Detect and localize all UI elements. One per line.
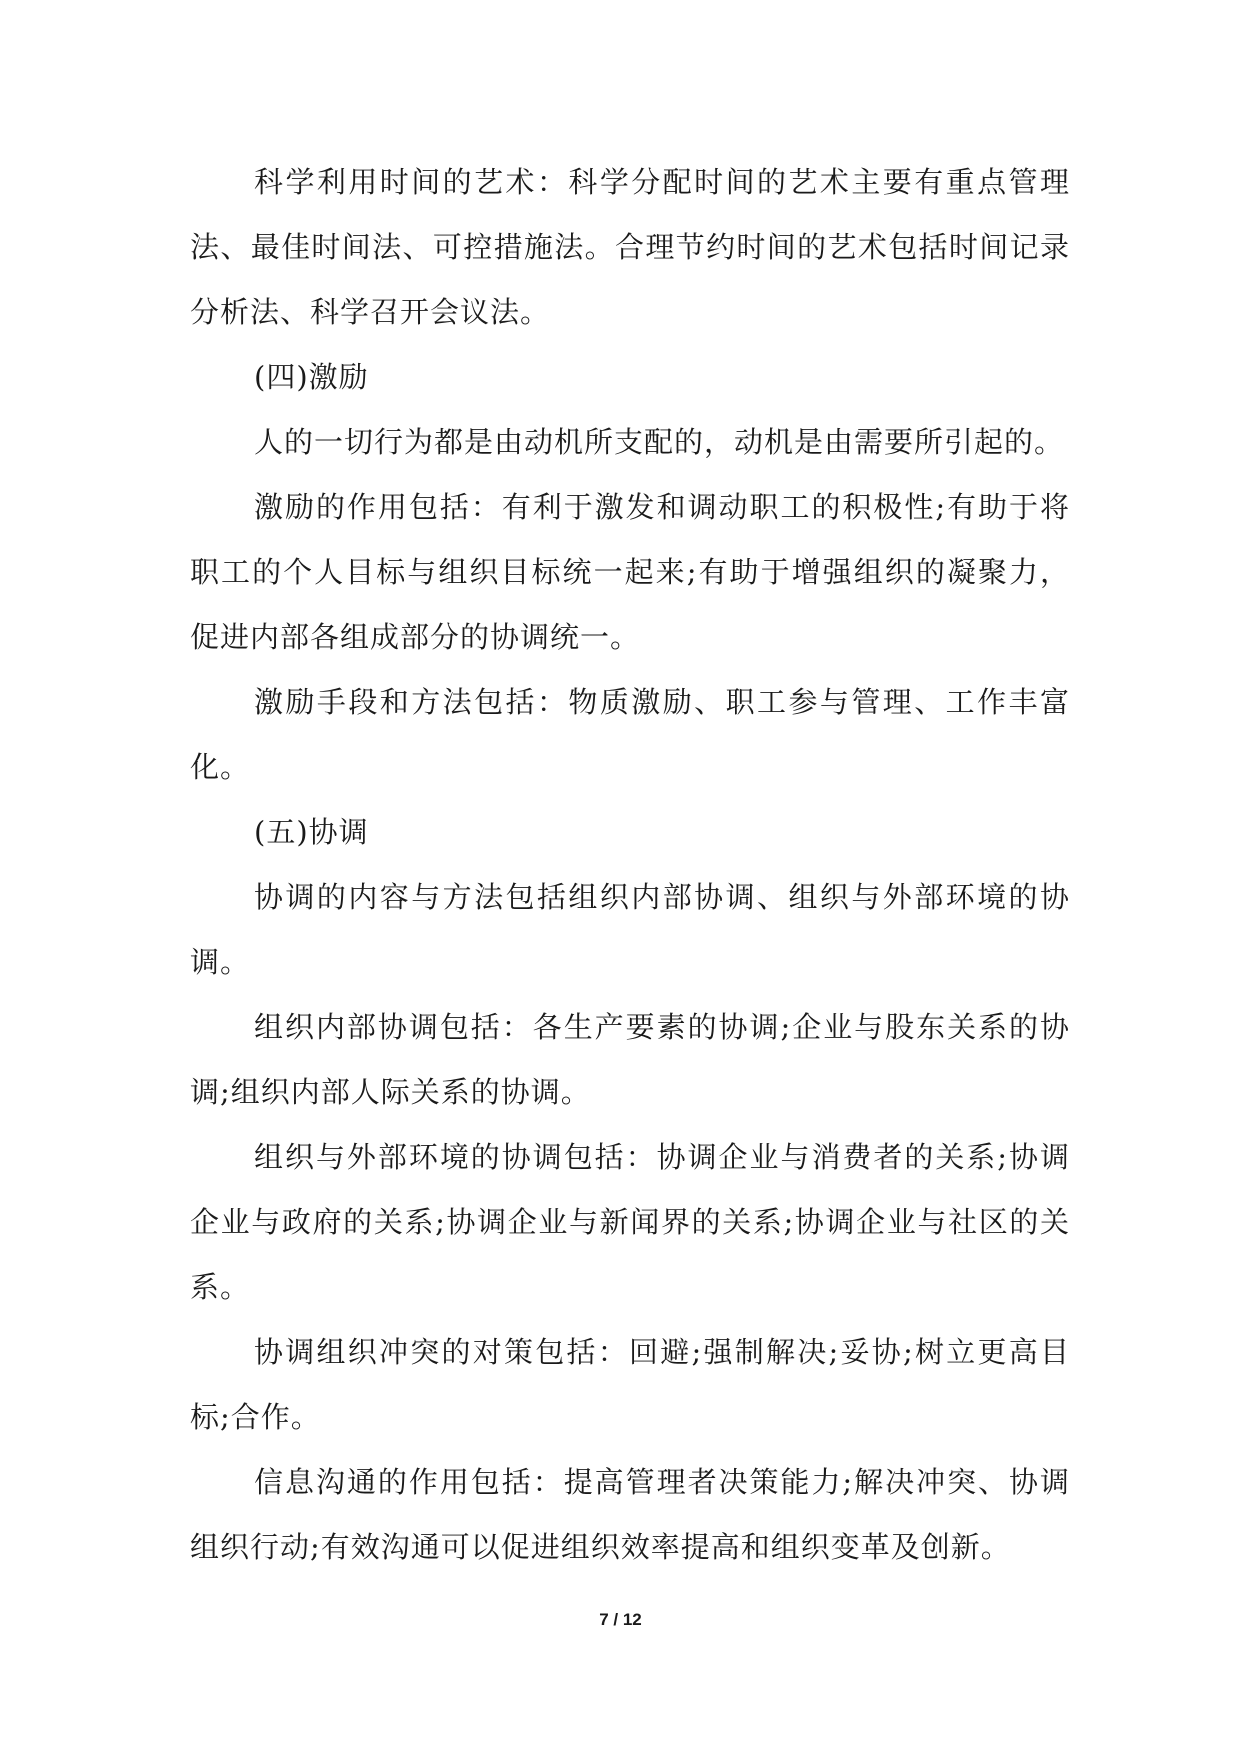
paragraph-time-art: 科学利用时间的艺术：科学分配时间的艺术主要有重点管理法、最佳时间法、可控措施法。合理节约时间的艺术包括时间记录分析法、科学召开会议法。 xyxy=(190,165,1070,329)
page-number: 7 / 12 xyxy=(599,1610,642,1629)
paragraph-internal-coordination: 组织内部协调包括：各生产要素的协调;企业与股东关系的协调;组织内部人际关系的协调。 xyxy=(190,1010,1070,1109)
paragraph-conflict-strategies: 协调组织冲突的对策包括：回避;强制解决;妥协;树立更高目标;合作。 xyxy=(190,1335,1070,1434)
paragraph-motivation-role: 激励的作用包括：有利于激发和调动职工的积极性;有助于将职工的个人目标与组织目标统一起来;有助于增强组织的凝聚力，促进内部各组成部分的协调统一。 xyxy=(190,490,1070,654)
body-text xyxy=(190,150,1070,1580)
heading-coordination: (五)协调 xyxy=(254,815,369,849)
paragraph-motivation-methods: 激励手段和方法包括：物质激励、职工参与管理、工作丰富化。 xyxy=(190,685,1070,784)
paragraph-external-coordination: 组织与外部环境的协调包括：协调企业与消费者的关系;协调企业与政府的关系;协调企业与新闻界的关系;协调企业与社区的关系。 xyxy=(190,1140,1070,1304)
paragraph-communication-role: 信息沟通的作用包括：提高管理者决策能力;解决冲突、协调组织行动;有效沟通可以促进组织效率提高和组织变革及创新。 xyxy=(190,1465,1070,1564)
heading-motivation: (四)激励 xyxy=(254,360,369,394)
paragraph-coordination-content: 协调的内容与方法包括组织内部协调、组织与外部环境的协调。 xyxy=(190,880,1070,979)
paragraph-motivation-intro: 人的一切行为都是由动机所支配的，动机是由需要所引起的。 xyxy=(254,425,1065,459)
